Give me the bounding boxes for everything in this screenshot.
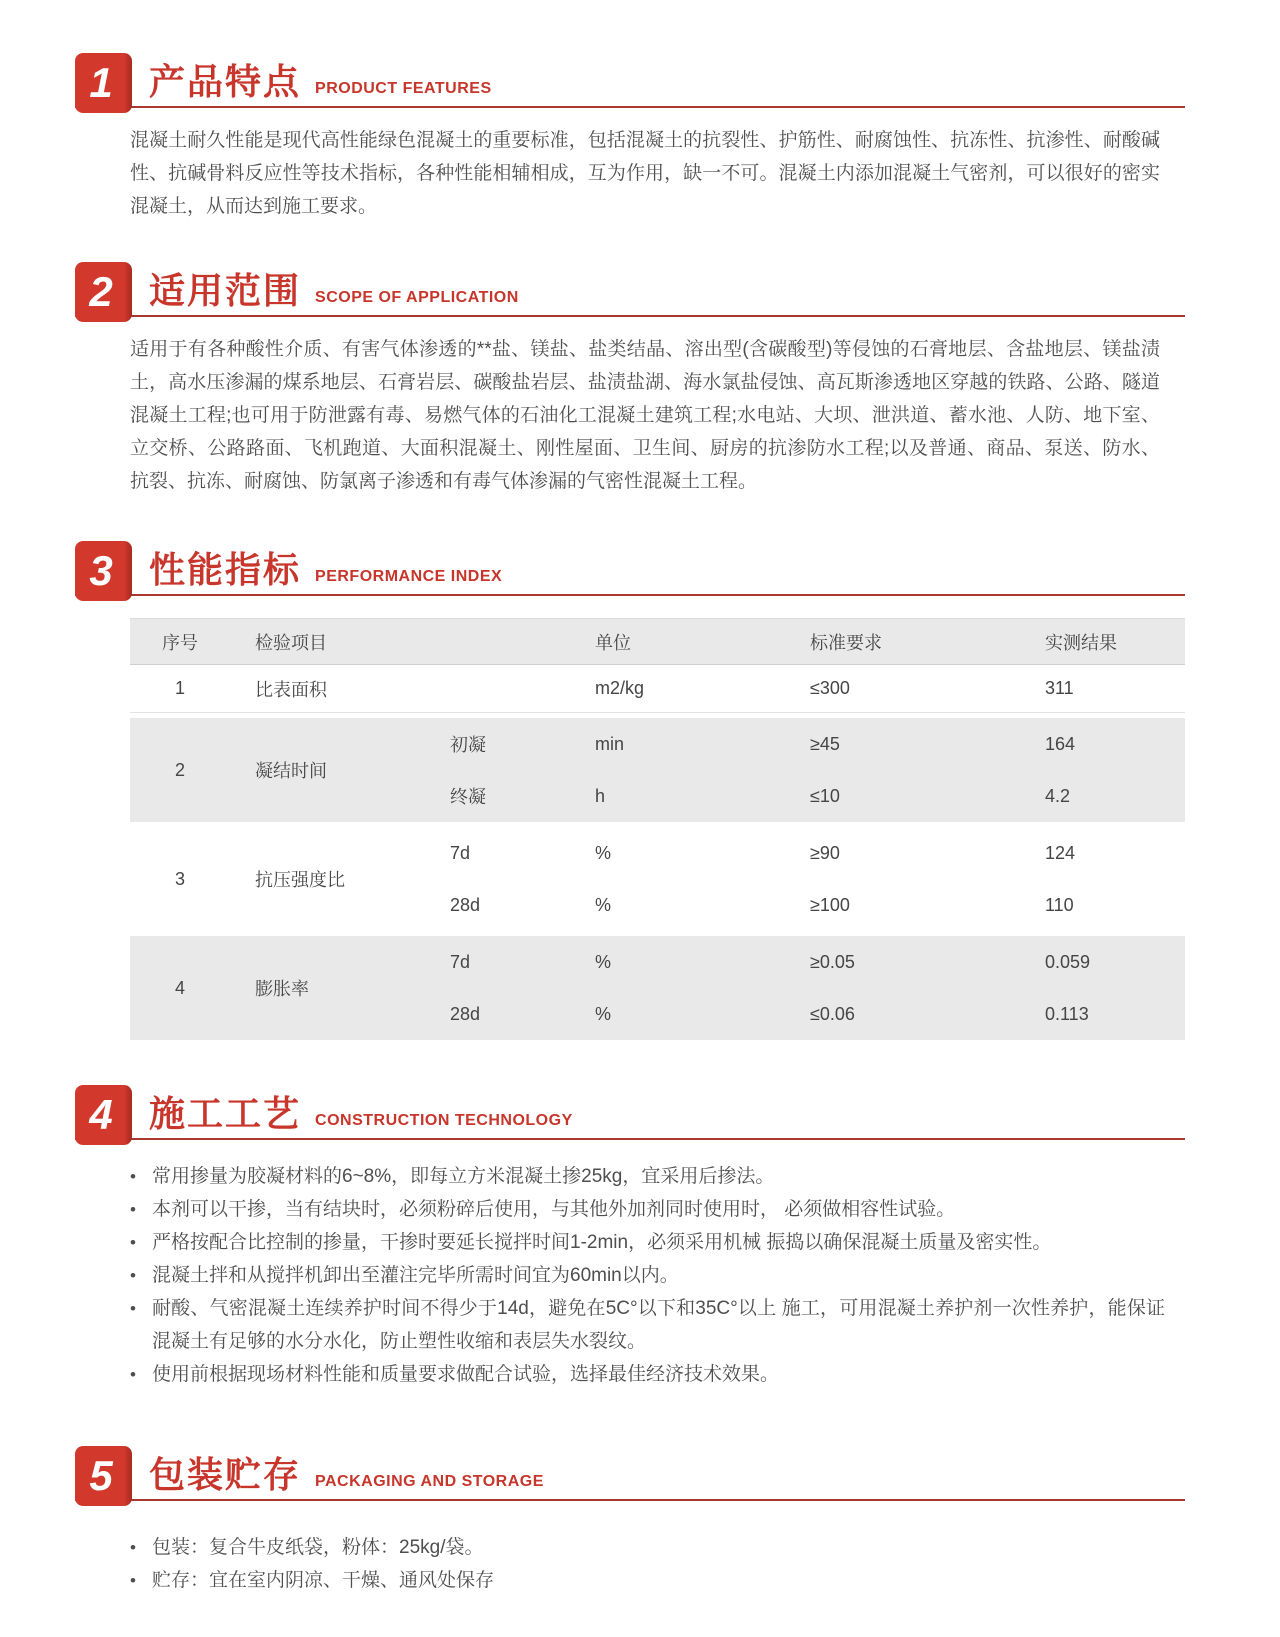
- bullet-list: [130, 1160, 1165, 1391]
- bullet-dot-icon: [130, 1564, 152, 1597]
- section-header: [75, 1443, 1185, 1501]
- cell-unit: m2/kg: [595, 678, 645, 698]
- section-header: [75, 50, 1185, 108]
- section-title-zh: 产品特点: [149, 61, 302, 102]
- section-title-en: PRODUCT FEATURES: [315, 80, 492, 97]
- section-construction-technology: [75, 1082, 1185, 1391]
- section-performance-index: [75, 538, 1185, 1040]
- section-number: 4: [89, 1091, 113, 1138]
- cell-item: 凝结时间: [255, 761, 327, 781]
- cell-standard: ≥90: [810, 842, 840, 863]
- cell-result: 0.113: [1045, 1003, 1089, 1024]
- bullet-item: [130, 1259, 1165, 1292]
- cell-subitem: 终凝: [450, 787, 486, 807]
- table-row: [130, 936, 1185, 1040]
- bullet-item: [130, 1193, 1165, 1226]
- section-title-zh: 施工工艺: [149, 1093, 302, 1134]
- bullet-text: 常用掺量为胶凝材料的6~8%，即每立方米混凝土掺25kg，宜采用后掺法。: [152, 1166, 775, 1187]
- cell-unit: min: [595, 733, 625, 754]
- cell-subitem: 28d: [450, 1003, 481, 1024]
- bullet-dot-icon: [130, 1259, 152, 1292]
- section-number-badge: [75, 1085, 132, 1145]
- cell-standard: ≥45: [810, 733, 840, 754]
- section-header: [75, 1082, 1185, 1140]
- bullet-text: 严格按配合比控制的掺量，干掺时要延长搅拌时间1-2min，必须采用机械 振捣以确保混凝土质量及密实性。: [152, 1232, 1052, 1253]
- section-paragraph: 适用于有各种酸性介质、有害气体渗透的**盐、镁盐、盐类结晶、溶出型(含碳酸型)等侵蚀的石膏地层、含盐地层、镁盐渍土，高水压渗漏的煤系地层、石膏岩层、碳酸盐岩层、盐渍盐湖、海水氯盐侵蚀、高瓦斯渗透地区穿越的铁路、公路、隧道混凝土工程;也可用于防泄露有毒、易燃气体的石油化工混凝土建筑工程;水电站、大坝、泄洪道、蓄水池、人防、地下室、立交桥、公路路面、飞机跑道、大面积混凝土、刚性屋面、卫生间、厨房的抗渗防水工程;以及普通、商品、泵送、防水、抗裂、抗冻、耐腐蚀、防氯离子渗透和有毒气体渗漏的气密性混凝土工程。: [130, 339, 1160, 492]
- section-number: 3: [89, 547, 113, 594]
- cell-unit: %: [595, 842, 612, 863]
- cell-result: 311: [1045, 678, 1074, 698]
- bullet-item: [130, 1226, 1165, 1259]
- cell-item: 比表面积: [255, 679, 327, 700]
- bullet-item: [130, 1564, 1165, 1597]
- section-number: 2: [89, 268, 113, 315]
- section-packaging-storage: [75, 1443, 1185, 1597]
- bullet-text: 混凝土拌和从搅拌机卸出至灌注完毕所需时间宜为60min以内。: [152, 1265, 679, 1286]
- table-row: [130, 718, 1185, 822]
- table-row: [130, 827, 1185, 931]
- cell-standard: ≤0.06: [810, 1003, 855, 1024]
- bullet-dot-icon: [130, 1292, 152, 1358]
- header-cell-no: 序号: [162, 632, 198, 653]
- bullet-text: 耐酸、气密混凝土连续养护时间不得少于14d，避免在5C°以下和35C°以上 施工，可用混凝土养护剂一次性养护，能保证混凝土有足够的水分水化，防止塑性收缩和表层失水裂纹。: [152, 1298, 1165, 1352]
- table-header-row: [130, 619, 1185, 665]
- section-title-en: CONSTRUCTION TECHNOLOGY: [315, 1112, 573, 1129]
- cell-unit: %: [595, 951, 612, 972]
- bullet-item: [130, 1160, 1165, 1193]
- section-title-en: PERFORMANCE INDEX: [315, 568, 503, 585]
- bullet-item: [130, 1531, 1165, 1564]
- bullet-dot-icon: [130, 1531, 152, 1564]
- cell-standard: ≤300: [810, 678, 850, 698]
- section-number: 1: [89, 59, 113, 106]
- cell-subitem: 初凝: [450, 735, 486, 755]
- bullet-item: [130, 1292, 1165, 1358]
- header-cell-standard: 标准要求: [810, 632, 882, 653]
- bullet-list: [130, 1531, 1165, 1597]
- bullet-dot-icon: [130, 1193, 152, 1226]
- section-number-badge: [75, 1446, 132, 1506]
- cell-no: 2: [174, 759, 185, 780]
- section-scope-of-application: [75, 259, 1185, 498]
- bullet-text: 使用前根据现场材料性能和质量要求做配合试验，选择最佳经济技术效果。: [152, 1364, 780, 1385]
- section-paragraph: 混凝土耐久性能是现代高性能绿色混凝土的重要标准，包括混凝土的抗裂性、护筋性、耐腐蚀性、抗冻性、抗渗性、耐酸碱性、抗碱骨料反应性等技术指标，各种性能相辅相成，互为作用，缺一不可。混凝土内添加混凝土气密剂，可以很好的密实混凝土，从而达到施工要求。: [130, 130, 1160, 217]
- bullet-text: 贮存：宜在室内阴凉、干燥、通风处保存: [152, 1570, 495, 1591]
- cell-result: 164: [1045, 733, 1076, 754]
- section-number-badge: [75, 262, 132, 322]
- cell-item: 抗压强度比: [255, 870, 345, 890]
- section-title-zh: 包装贮存: [149, 1454, 302, 1495]
- cell-subitem: 7d: [450, 951, 471, 972]
- cell-result: 4.2: [1045, 785, 1071, 806]
- performance-table: [130, 618, 1185, 1040]
- cell-unit: h: [595, 785, 606, 806]
- cell-unit: %: [595, 1003, 612, 1024]
- section-number-badge: [75, 53, 132, 113]
- section-number: 5: [89, 1452, 113, 1499]
- section-product-features: [75, 50, 1185, 223]
- section-number-badge: [75, 541, 132, 601]
- bullet-item: [130, 1358, 1165, 1391]
- cell-standard: ≥100: [810, 894, 850, 915]
- header-cell-item: 检验项目: [255, 632, 327, 653]
- bullet-dot-icon: [130, 1160, 152, 1193]
- header-cell-unit: 单位: [595, 632, 631, 653]
- cell-no: 3: [174, 868, 185, 889]
- cell-result: 0.059: [1045, 951, 1091, 972]
- section-header: [75, 538, 1185, 596]
- bullet-text: 本剂可以干掺，当有结块时，必须粉碎后使用，与其他外加剂同时使用时， 必须做相容性试验。: [152, 1199, 956, 1220]
- cell-subitem: 28d: [450, 894, 481, 915]
- section-header: [75, 259, 1185, 317]
- section-title-zh: 适用范围: [149, 270, 302, 311]
- cell-no: 4: [174, 977, 185, 998]
- bullet-dot-icon: [130, 1358, 152, 1391]
- cell-subitem: 7d: [450, 842, 471, 863]
- section-title-zh: 性能指标: [149, 549, 302, 590]
- section-title-en: PACKAGING AND STORAGE: [315, 1473, 544, 1490]
- cell-item: 膨胀率: [255, 979, 309, 999]
- table-row: [130, 665, 1185, 713]
- cell-result: 124: [1045, 842, 1076, 863]
- cell-standard: ≥0.05: [810, 951, 855, 972]
- cell-result: 110: [1045, 894, 1074, 915]
- cell-no: 1: [174, 678, 185, 698]
- cell-standard: ≤10: [810, 785, 840, 806]
- bullet-dot-icon: [130, 1226, 152, 1259]
- bullet-text: 包装：复合牛皮纸袋，粉体：25kg/袋。: [152, 1537, 484, 1558]
- header-cell-result: 实测结果: [1045, 632, 1117, 653]
- cell-unit: %: [595, 894, 612, 915]
- section-title-en: SCOPE OF APPLICATION: [315, 289, 519, 306]
